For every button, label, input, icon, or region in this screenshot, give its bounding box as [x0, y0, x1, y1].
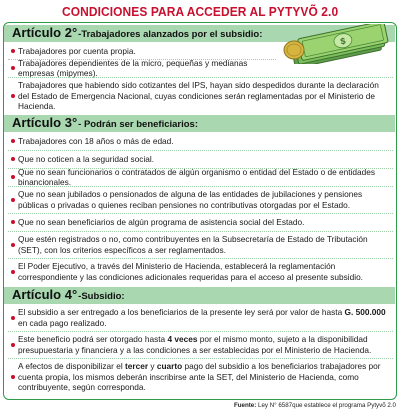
list-item-text: Que no sean beneficiarios de algún programa de asistencia social del Estado. — [18, 216, 305, 227]
articulo-2-description: -Trabajadores alanzados por el subsidio: — [78, 29, 263, 40]
bullet-icon — [11, 220, 15, 224]
list-item — [8, 333, 393, 356]
amount-highlight: G. 500.000 — [344, 307, 386, 318]
text-segment: Este beneficio podrá ser otorgado hasta — [18, 334, 168, 345]
text-segment: pago del subsidio a los beneficiarios trabajadores por cuenta propia, los mismos deberán inscribirse ante la SET, del Ministerio de Hacienda, como contribuyente, según corresponda. — [18, 361, 381, 393]
list-item-text: Trabajadores dependientes de la micro, pequeñas y medianas empresas (mipymes). — [18, 57, 248, 78]
source-note — [234, 402, 396, 409]
list-item — [8, 233, 393, 256]
list-item-text: Que no sean jubilados o pensionados de alguna de las entidades de jubilaciones y pensiones públicas o privadas o quienes reciban pensiones no contributivas otorgadas por el Estado. — [18, 189, 363, 210]
divider — [8, 258, 393, 259]
page-title: CONDICIONES PARA ACCEDER AL PYTYVÕ 2.0 — [61, 3, 339, 19]
content-frame — [3, 22, 397, 400]
divider — [8, 213, 393, 214]
articulo-3-description: - Podrán ser beneficiarios: — [78, 119, 198, 130]
articulo-3-number: Artículo 3° — [12, 115, 78, 130]
source-label: Fuente: — [233, 402, 257, 409]
divider — [8, 358, 393, 359]
coin-icon — [284, 41, 304, 59]
text-segment: en cada pago realizado. — [18, 317, 107, 328]
bullet-icon — [11, 316, 15, 320]
text-segment: y — [148, 361, 157, 372]
text-segment: A efectos de disponibilizar el — [18, 361, 126, 372]
bullet-icon — [11, 198, 15, 202]
list-item-text: Que no coticen a la seguridad social. — [18, 153, 155, 164]
list-item-text — [18, 361, 389, 392]
bullet-icon — [11, 270, 15, 274]
times-highlight: 4 veces — [167, 334, 198, 345]
list-item-text: El Poder Ejecutivo, a través del Ministerio de Hacienda, establecerá la reglamentación correspondiente y las condiciones adicionales requeridas para el acceso al presente subsidio. — [18, 261, 363, 282]
articulo-3-header — [4, 115, 395, 132]
bullet-icon — [11, 139, 15, 143]
bullet-icon — [11, 49, 15, 53]
bullet-icon — [11, 175, 15, 179]
list-item-text — [18, 307, 389, 328]
list-item-text: Que estén registrados o no, como contribuyentes en la Subsecretaría de Estado de Tributación (SET), con los criterios específicos a ser reglamentados. — [18, 234, 368, 255]
bullet-icon — [11, 66, 15, 70]
list-item — [8, 152, 393, 166]
list-item — [8, 57, 276, 78]
tercer-highlight: tercer — [125, 361, 149, 372]
divider — [8, 186, 393, 187]
list-item — [8, 260, 393, 283]
divider — [8, 77, 393, 78]
text-segment: El subsidio a ser entregado a los beneficiarios de la presente ley será por valor de hasta — [18, 307, 345, 318]
list-item-text: Que no sean funcionarios o contratados de algún organismo o entidad del Estado o de entidades binancionales. — [18, 166, 376, 187]
list-item — [8, 79, 393, 113]
list-item — [8, 306, 393, 329]
bullet-icon — [11, 94, 15, 98]
svg-text:$: $ — [339, 35, 347, 47]
list-item — [8, 188, 393, 211]
articulo-4-description: -Subsidio: — [78, 291, 125, 302]
list-item — [8, 360, 393, 394]
divider — [8, 331, 393, 332]
bullet-icon — [11, 243, 15, 247]
cuarto-highlight: cuarto — [156, 361, 183, 372]
source-text: Ley N° 6587que establece el programa Pytyvõ 2.0 — [256, 402, 396, 409]
list-item-text: Trabajadores que habiendo sido cotizantes del IPS, hayan sido despedidos durante la declaración del Estado de Emergencia Nacional, cuyas condiciones serán reglamentadas por el Ministerio de Hacienda. — [18, 80, 379, 112]
text-segment: por el mismo monto, sujeto a la disponibilidad presupuestaria y financiera y a las condiciones a ser establecidas por el Ministerio de Hacienda. — [18, 334, 372, 355]
list-item — [8, 44, 276, 58]
money-bills-icon — [282, 24, 400, 64]
divider — [8, 150, 393, 151]
list-item-text: Trabajadores con 18 años o más de edad. — [18, 135, 174, 146]
list-item — [8, 134, 393, 148]
list-item — [8, 166, 393, 187]
title-bar — [0, 0, 400, 22]
bullet-icon — [11, 343, 15, 347]
list-item-text — [18, 334, 389, 355]
list-item-text: Trabajadores por cuenta propia. — [18, 45, 136, 56]
articulo-4-number: Artículo 4° — [12, 287, 78, 302]
bullet-icon — [11, 157, 15, 161]
bullet-icon — [11, 375, 15, 379]
list-item — [8, 215, 393, 229]
divider — [8, 231, 393, 232]
articulo-2-number: Artículo 2° — [12, 25, 78, 40]
articulo-4-header — [4, 287, 395, 304]
